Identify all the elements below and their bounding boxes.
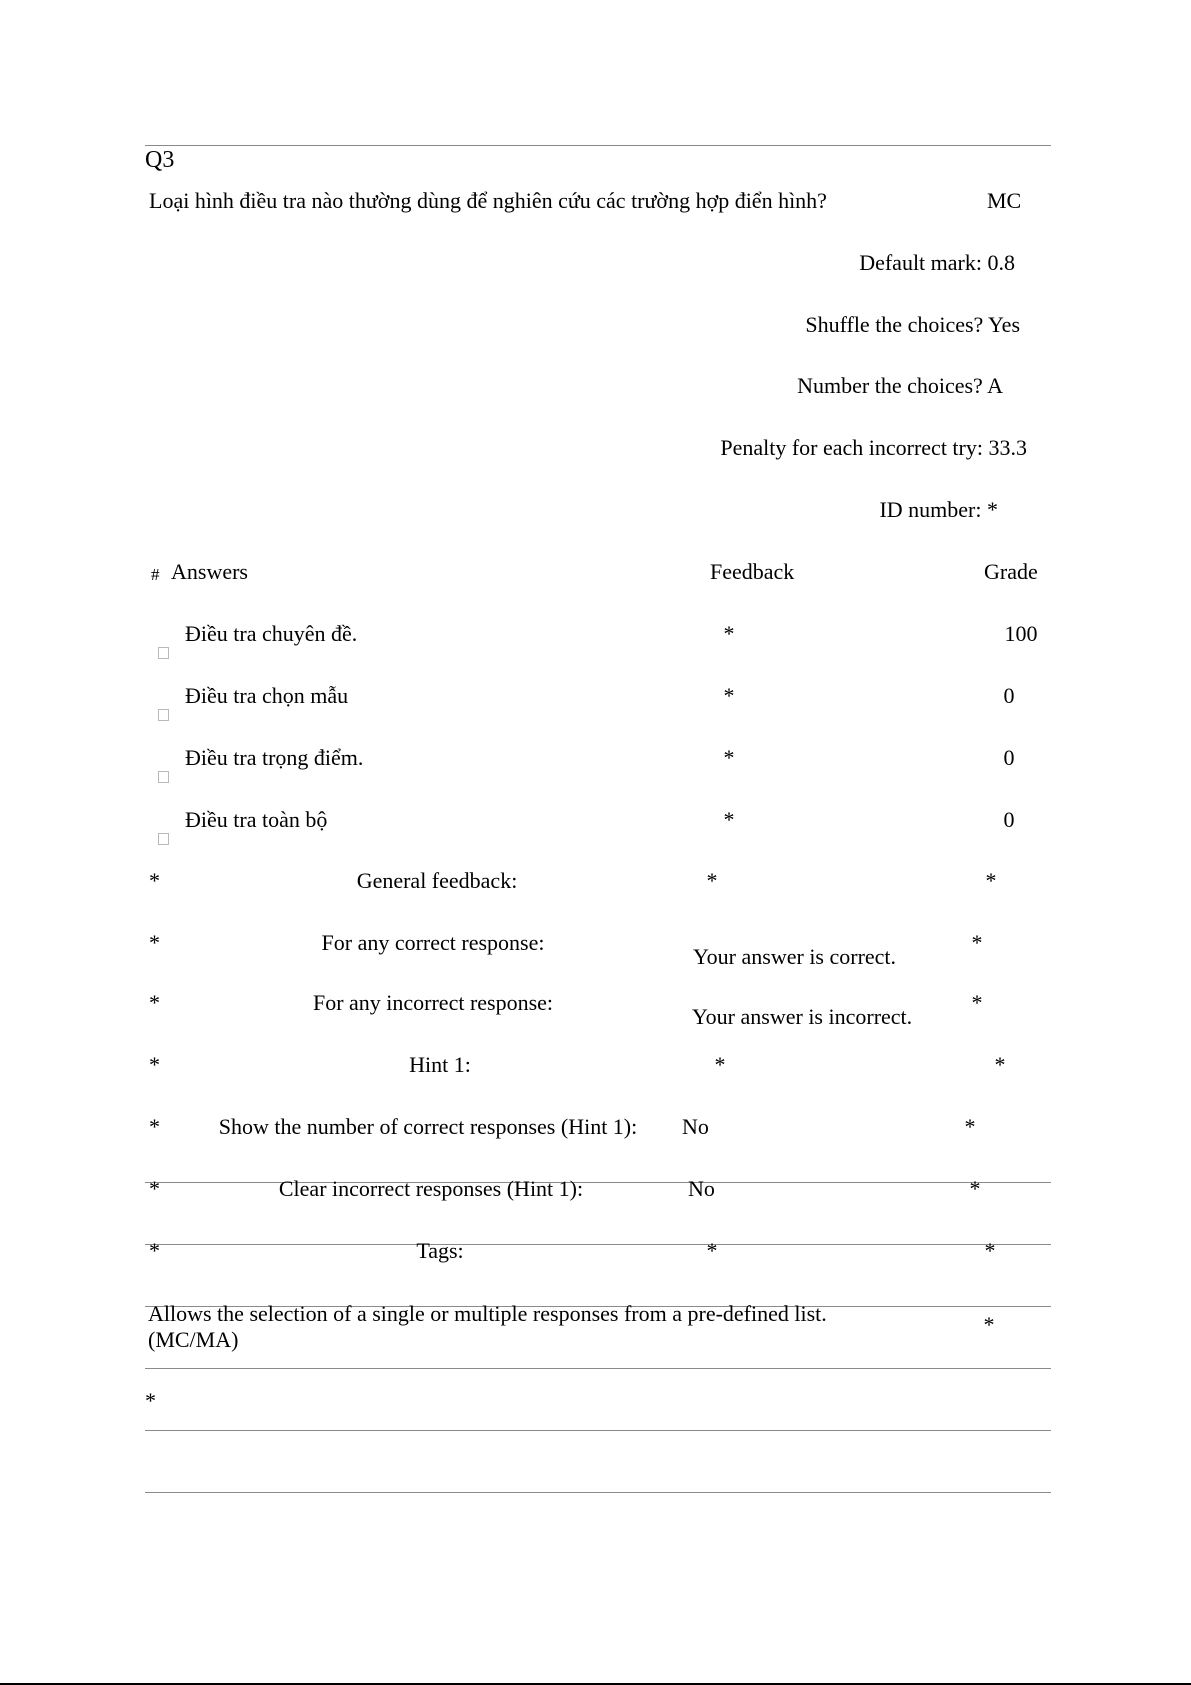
answer-checkbox[interactable] [158,833,169,845]
shuffle-choices: Shuffle the choices? Yes [805,312,1020,337]
answer-feedback: * [723,621,735,646]
row-end-marker: * [971,990,983,1015]
row-end-marker: * [994,1052,1006,1077]
clear-incorrect-value: No [688,1176,715,1201]
answer-grade: 0 [1003,807,1015,832]
row-end-marker: * [984,1238,996,1263]
answer-text: Điều tra chọn mẫu [185,683,349,708]
answer-checkbox[interactable] [158,771,169,783]
grade-header: Grade [984,559,1038,584]
incorrect-feedback-label: For any incorrect response: [312,990,554,1015]
hint-label: Hint 1: [409,1052,471,1077]
answers-hash-header: # [151,565,160,584]
penalty: Penalty for each incorrect try: 33.3 [720,435,1027,460]
answer-feedback: * [723,745,735,770]
number-choices: Number the choices? A [797,373,1003,398]
feedback-header: Feedback [710,559,795,584]
id-number: ID number: * [879,497,998,522]
row-marker: * [149,1238,160,1263]
row-end-marker: * [985,868,997,893]
row-end-marker: * [971,930,983,955]
row-marker: * [149,1176,160,1201]
row-end-marker: * [969,1176,981,1201]
type-description-line2: (MC/MA) [148,1327,239,1352]
row-marker: * [149,868,160,893]
answer-feedback: * [723,807,735,832]
top-divider [145,145,1051,146]
answer-grade: 0 [1003,683,1015,708]
correct-feedback-label: For any correct response: [321,930,545,955]
correct-feedback-value: Your answer is correct. [693,944,897,969]
row-end-marker: * [983,1312,995,1337]
bottom-divider [145,1492,1051,1493]
row-divider [145,1244,1051,1245]
incorrect-feedback-value: Your answer is incorrect. [692,1004,913,1029]
question-id: Q3 [145,147,175,173]
show-correct-count-value: No [682,1114,709,1139]
answer-text: Điều tra trọng điểm. [185,745,364,770]
row-end-marker: * [964,1114,976,1139]
clear-incorrect-label: Clear incorrect responses (Hint 1): [278,1176,584,1201]
row-marker: * [149,1052,160,1077]
tags-label: Tags: [416,1238,464,1263]
answer-grade: 100 [1004,621,1038,646]
answer-checkbox[interactable] [158,709,169,721]
row-marker: * [149,1114,160,1139]
row-divider [145,1430,1051,1431]
default-mark: Default mark: 0.8 [859,250,1015,275]
question-type: MC [987,188,1022,213]
answer-text: Điều tra chuyên đề. [185,621,358,646]
general-feedback-value: * [706,868,718,893]
row-marker: * [149,990,160,1015]
answer-grade: 0 [1003,745,1015,770]
answers-header: Answers [171,559,248,584]
answer-feedback: * [723,683,735,708]
show-correct-count-label: Show the number of correct responses (Hint 1): [218,1114,638,1139]
row-divider [145,1368,1051,1369]
row-marker: * [149,930,160,955]
answer-text: Điều tra toàn bộ [185,807,328,832]
answer-checkbox[interactable] [158,647,169,659]
hint-value: * [714,1052,726,1077]
general-feedback-label: General feedback: [356,868,518,893]
tags-value: * [706,1238,718,1263]
type-description-line1: Allows the selection of a single or multiple responses from a pre-defined list. [148,1301,827,1326]
question-text: Loại hình điều tra nào thường dùng để nghiên cứu các trường hợp điển hình? [149,188,827,213]
footer-marker: * [145,1388,156,1413]
